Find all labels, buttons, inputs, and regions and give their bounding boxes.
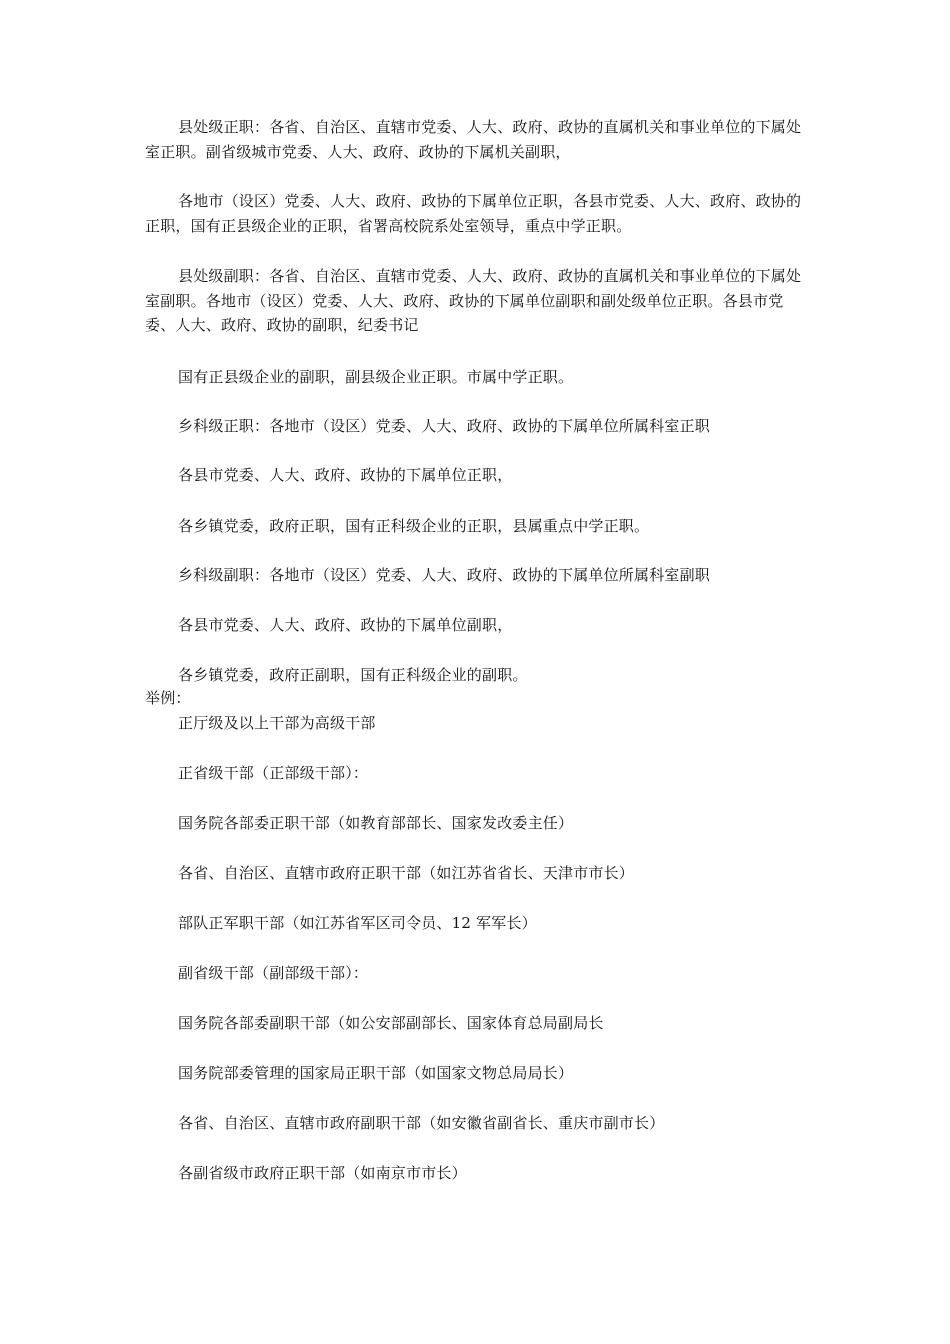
paragraph-township-deputy: 各乡镇党委，政府正副职，国有正科级企业的副职。 [178,666,528,684]
paragraph-section-deputy: 乡科级副职：各地市（设区）党委、人大、政府、政协的下属单位所属科室副职 [178,566,711,584]
paragraph-state-council-deputies: 国务院各部委副职干部（如公安部副部长、国家体育总局副局长 [178,1014,604,1032]
paragraph-army-commanders: 部队正军职干部（如江苏省军区司令员、12 军军长） [178,914,537,932]
paragraph-sub-provincial-mayors: 各副省级市政府正职干部（如南京市市长） [178,1164,467,1182]
paragraph-county-units-chief: 各县市党委、人大、政府、政协的下属单位正职， [178,466,513,484]
paragraph-senior-cadre: 正厅级及以上干部为高级干部 [178,714,376,732]
paragraph-national-bureau-chiefs: 国务院部委管理的国家局正职干部（如国家文物总局局长） [178,1064,574,1082]
paragraph-section-chief: 乡科级正职：各地市（设区）党委、人大、政府、政协的下属单位所属科室正职 [178,417,711,435]
paragraph-county-units-deputy: 各县市党委、人大、政府、政协的下属单位副职， [178,616,513,634]
paragraph-prefecture-units: 各地市（设区）党委、人大、政府、政协的下属单位正职，各县市党委、人大、政府、政协的正职，国有正县级企业的正职，省署高校院系处室领导，重点中学正职。 [145,192,802,235]
paragraph-state-enterprise-deputy: 国有正县级企业的副职，副县级企业正职。市属中学正职。 [178,368,574,386]
paragraph-provincial-deputies: 各省、自治区、直辖市政府副职干部（如安徽省副省长、重庆市副市长） [178,1114,665,1132]
paragraph-county-chief: 县处级正职：各省、自治区、直辖市党委、人大、政府、政协的直属机关和事业单位的下属处室正职。副省级城市党委、人大、政府、政协的下属机关副职， [145,118,802,161]
paragraph-county-deputy: 县处级副职：各省、自治区、直辖市党委、人大、政府、政协的直属机关和事业单位的下属处室副职。各地市（设区）党委、人大、政府、政协的下属单位副职和副处级单位正职。各县市党委、人大、政府、政协的副职，纪委书记 [145,267,802,334]
paragraph-vice-ministerial-level: 副省级干部（副部级干部）： [178,964,369,982]
paragraph-ministerial-level: 正省级干部（正部级干部）： [178,764,369,782]
paragraph-township-chief: 各乡镇党委，政府正职，国有正科级企业的正职，县属重点中学正职。 [178,517,650,535]
paragraph-state-council-chiefs: 国务院各部委正职干部（如教育部部长、国家发改委主任） [178,814,574,832]
examples-heading: 举例： [145,689,191,707]
paragraph-provincial-governors: 各省、自治区、直辖市政府正职干部（如江苏省省长、天津市市长） [178,864,635,882]
